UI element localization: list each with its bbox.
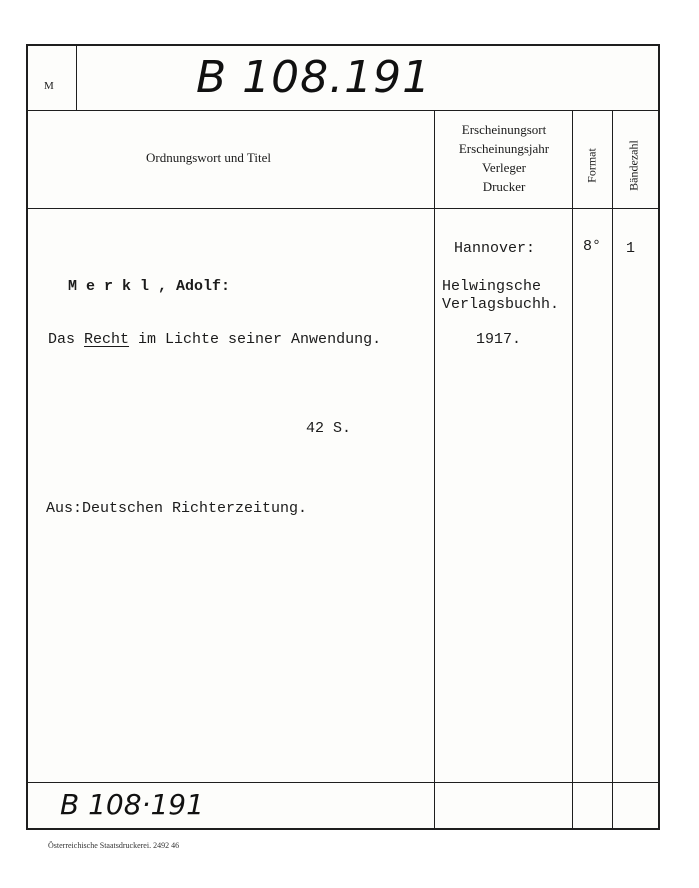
title-keyword: Recht bbox=[84, 331, 130, 348]
work-title bbox=[48, 331, 381, 348]
format-column-divider bbox=[572, 110, 573, 828]
title-prefix: Das bbox=[48, 331, 85, 348]
top-row-divider bbox=[28, 110, 658, 111]
page-count: 42 S. bbox=[306, 420, 352, 437]
format-column-header: Format bbox=[584, 148, 599, 183]
publication-year: 1917. bbox=[476, 331, 522, 348]
source-note: Aus:Deutschen Richterzeitung. bbox=[46, 500, 308, 517]
printer-imprint: Österreichische Staatsdruckerei. 2492 46 bbox=[48, 841, 180, 850]
header-publisher: Verleger bbox=[481, 160, 527, 175]
header-printer: Drucker bbox=[482, 179, 526, 194]
publication-column-divider bbox=[434, 110, 435, 828]
volumes-column-divider bbox=[612, 110, 613, 828]
call-number-handwritten-bottom: B 108·191 bbox=[60, 788, 204, 821]
m-cell-divider bbox=[76, 46, 77, 110]
volumes-value: 1 bbox=[626, 240, 636, 257]
title-rest: im Lichte seiner Anwendung. bbox=[129, 331, 382, 348]
format-value: 8° bbox=[583, 238, 602, 255]
call-number-handwritten-top: B 108.191 bbox=[196, 52, 432, 103]
publisher-line-1: Helwingsche bbox=[442, 278, 542, 295]
header-divider bbox=[28, 208, 658, 209]
volumes-column-header: Bändezahl bbox=[626, 140, 641, 191]
title-column-header: Ordnungswort und Titel bbox=[146, 150, 271, 165]
publication-place: Hannover: bbox=[454, 240, 536, 257]
m-label: M bbox=[44, 80, 54, 92]
header-year: Erscheinungsjahr bbox=[458, 141, 550, 156]
catalog-card bbox=[26, 44, 660, 830]
author-name: M e r k l , Adolf: bbox=[68, 278, 231, 295]
header-place: Erscheinungsort bbox=[461, 122, 547, 137]
publication-column-header bbox=[436, 120, 572, 196]
bottom-row-divider bbox=[28, 782, 658, 783]
publisher-line-2: Verlagsbuchh. bbox=[442, 296, 560, 313]
